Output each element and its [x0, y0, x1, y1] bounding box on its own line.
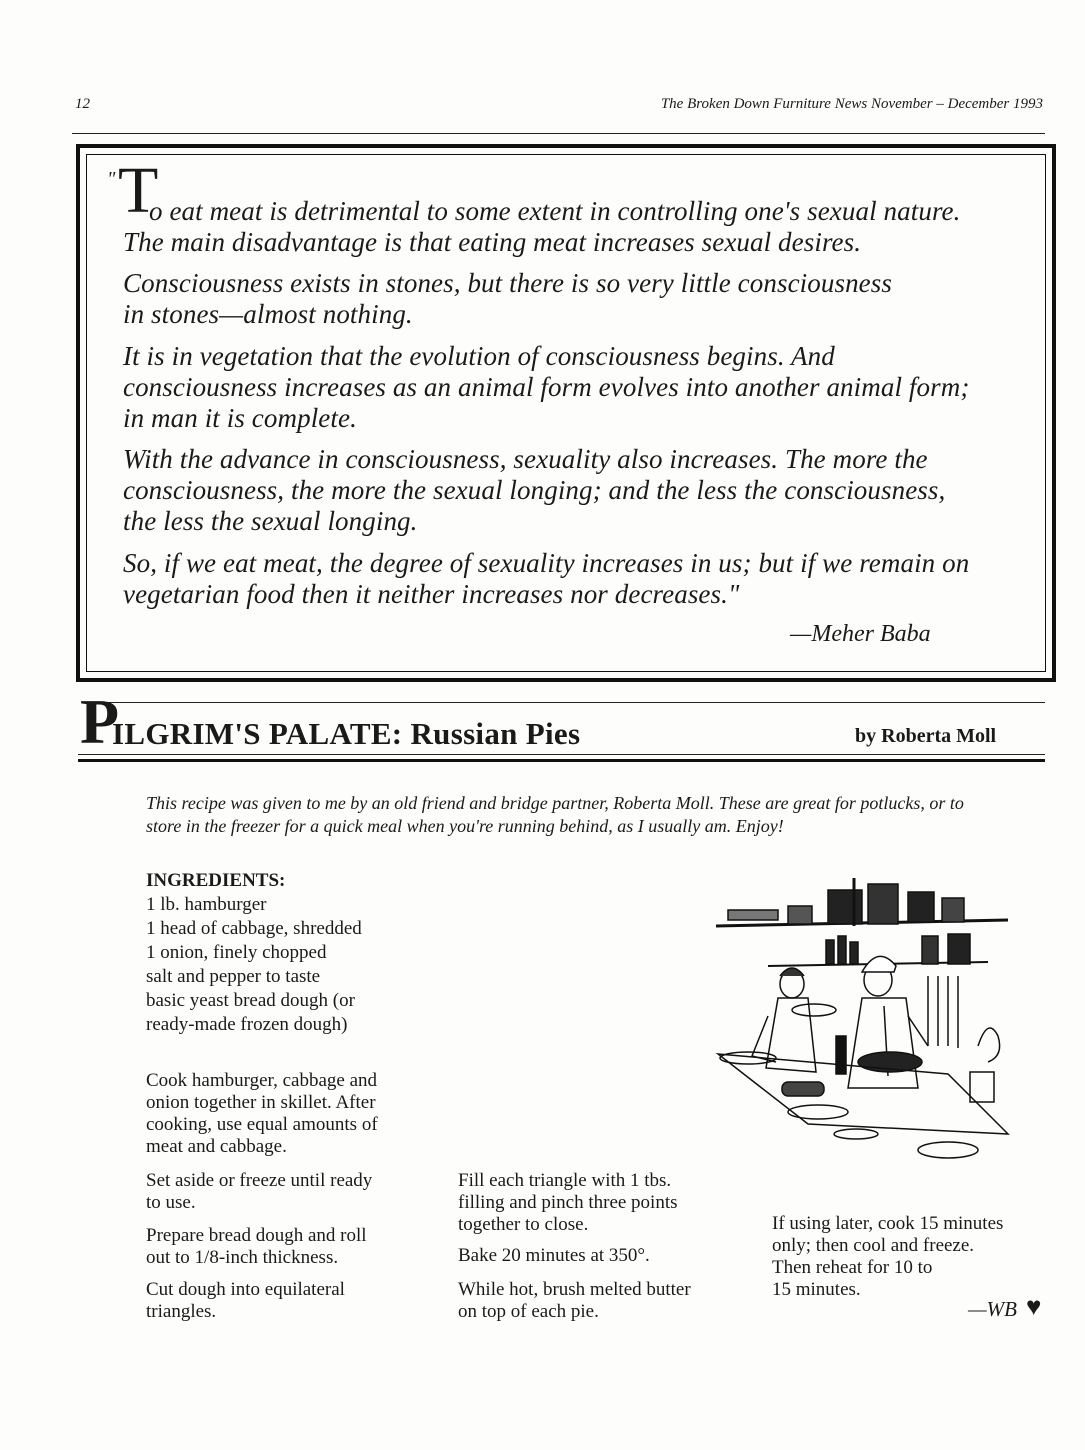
article-byline: by Roberta Moll [855, 725, 997, 747]
title-rule-mid [78, 754, 1045, 755]
step-line: If using later, cook 15 minutes [772, 1213, 1004, 1234]
quote-dropcap: T [118, 154, 159, 227]
ingredient-item: basic yeast bread dough (or [146, 990, 355, 1011]
step-paragraph [458, 1279, 691, 1323]
step-line: Bake 20 minutes at 350°. [458, 1245, 650, 1266]
step-paragraph [146, 1070, 378, 1158]
quote-line: the less the sexual longing. [123, 506, 418, 536]
step-line: Then reheat for 10 to [772, 1257, 933, 1278]
quote-line: o eat meat is detrimental to some extent in controlling one's sexual nature. [149, 196, 961, 226]
step-line: meat and cabbage. [146, 1136, 287, 1157]
step-paragraph [772, 1213, 1003, 1301]
step-line: to use. [146, 1192, 196, 1213]
step-paragraph [146, 1225, 367, 1269]
quote-line: consciousness, the more the sexual longing; and the less the consciousness, [123, 475, 946, 505]
ingredient-item: salt and pepper to taste [146, 966, 321, 987]
title-rule-bottom [78, 759, 1045, 762]
step-line: While hot, brush melted butter [458, 1279, 691, 1300]
ingredient-item: 1 onion, finely chopped [146, 942, 327, 963]
quote-line: in stones—almost nothing. [123, 299, 413, 329]
quote-line: It is in vegetation that the evolution of consciousness begins. And [123, 341, 835, 371]
intro-line: store in the freezer for a quick meal when you're running behind, as I usually am. Enjoy! [146, 816, 784, 836]
quote-line: Consciousness exists in stones, but there is so very little consciousness [123, 268, 892, 298]
article-dropcap: P [80, 686, 120, 757]
step-paragraph [458, 1170, 678, 1236]
quote-open-mark: " [107, 168, 116, 190]
step-paragraph [458, 1245, 650, 1267]
kitchen-illustration [708, 876, 1016, 1174]
step-line: filling and pinch three points [458, 1192, 678, 1213]
quote-line: With the advance in consciousness, sexuality also increases. The more the [123, 444, 928, 474]
quote-line: vegetarian food then it neither increases nor decreases." [123, 579, 740, 609]
ingredient-item: ready-made frozen dough) [146, 1014, 348, 1035]
step-paragraph [146, 1170, 372, 1214]
step-line: 15 minutes. [772, 1279, 861, 1300]
quote-attribution: —Meher Baba [790, 621, 931, 647]
ingredient-item: 1 lb. hamburger [146, 894, 267, 915]
quote-line: in man it is complete. [123, 403, 357, 433]
title-rule-top [100, 702, 1045, 703]
article-signoff: —WB [968, 1297, 1017, 1321]
step-line: onion together in skillet. After [146, 1092, 376, 1113]
quote-line: The main disadvantage is that eating meat increases sexual desires. [123, 227, 862, 257]
step-line: triangles. [146, 1301, 217, 1322]
page-number: 12 [75, 96, 90, 112]
heart-icon: ♥ [1026, 1292, 1042, 1321]
step-line: Cook hamburger, cabbage and [146, 1070, 378, 1091]
article-intro [146, 792, 1046, 838]
step-line: out to 1/8-inch thickness. [146, 1247, 339, 1268]
quote-line: consciousness increases as an animal form evolves into another animal form; [123, 372, 970, 402]
ingredients-heading: INGREDIENTS: [146, 870, 286, 891]
article-title: ILGRIM'S PALATE: Russian Pies [112, 716, 581, 751]
step-line: together to close. [458, 1214, 589, 1235]
quote-line: So, if we eat meat, the degree of sexuality increases in us; but if we remain on [123, 548, 970, 578]
step-line: Prepare bread dough and roll [146, 1225, 367, 1246]
kitchen-cooks-image [708, 876, 1016, 1174]
step-line: Cut dough into equilateral [146, 1279, 345, 1300]
ingredient-item: 1 head of cabbage, shredded [146, 918, 362, 939]
intro-line: This recipe was given to me by an old friend and bridge partner, Roberta Moll. These are great for potlucks, or to [146, 793, 964, 813]
step-line: Set aside or freeze until ready [146, 1170, 373, 1191]
step-line: Fill each triangle with 1 tbs. [458, 1170, 672, 1191]
step-paragraph [146, 1279, 345, 1323]
ingredients-list [146, 893, 446, 1037]
step-line: only; then cool and freeze. [772, 1235, 975, 1256]
publication-title: The Broken Down Furniture News November – December 1993 [660, 96, 1043, 112]
step-line: cooking, use equal amounts of [146, 1114, 378, 1135]
header-rule [72, 133, 1045, 134]
step-line: on top of each pie. [458, 1301, 599, 1322]
